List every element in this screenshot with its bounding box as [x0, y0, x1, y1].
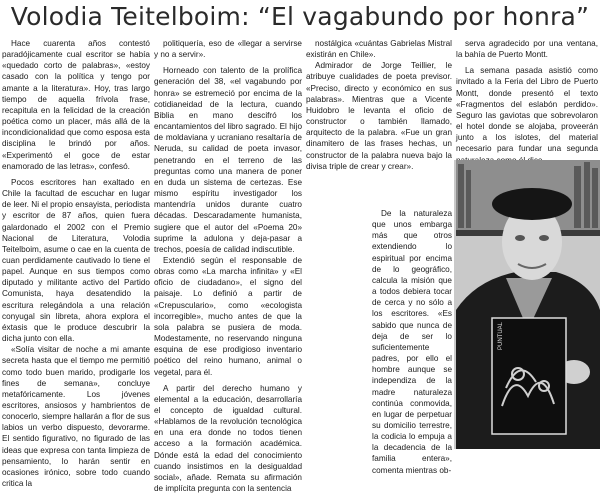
paragraph: La semana pasada asistió como invitado a la Feria del Libro de Puerto Montt, donde presentó el texto «Fragmentos del eslabón perdido». Seguro las gaviotas que sobrevolaron el hotel donde se alojaba, proveerán junto a los islotes, del material necesario para fundar una segunda	[456, 66, 598, 154]
author-photo-graphic	[306, 160, 600, 449]
paragraph: Admirador de Jorge Teillier, le atribuye cualidades de poeta previsor. «Preciso, directo y económico en sus palabras». Mientras que a Vicente Huidobro le levanta el oficio de constructor o también llamado, arquitecto de la palabra. «Fue un gran dinamitero de las frases hechas, un constructor de la palabra nueva bajo la divisa triple de crear y crear».	[306, 61, 452, 171]
paragraph: Pocos escritores han exaltado en Chile la facultad de escuchar en lugar de leer. Ni el propio ensayista, periodista y escritor de 87 años, quien fuera galardonado el 2002 con el Premio Nacional de Literatura, Volodia Teitelboim, asume o cae en la cuenta de cuan perdidamente cautivado lo tiene el papel. Aunque en sus tiempos como diputado y militante activo del Partido Comunista, haya desatendido la escritura relegándola a una relación conyugal sin libreta, ahora explora el éxtasis que le produce descubrir la dicha junto con ella.	[2, 177, 150, 344]
paragraph: «Solía visitar de noche a mi amante secreta hasta que el tiempo me permitió como todo buen marido, prodigarle los fines de semana», concluye metafóricamente. Los jóvenes escritores, ansiosos y hambrientos de conocerlo, siempre hallarán a flor de sus labios un verbo dispuesto, devorarme. El sentido figurativo, no figurado de las ideas que expresa con tanta limpieza de pensamiento, lo harán sentir en ocasiones irónico, sobre todo cuando critica la	[2, 345, 150, 489]
paragraph: Horneado con talento de la prolífica generación del 38, «el vagabundo por honra» se estremeció por encima de la cotidianeidad de la lectura, cuando Biblia en mano descifró los encantamientos del libro sagrado. El hijo de moldaviana y ucraniano resaltaría de Neruda, su calidad de poeta invasor, penetrando en el terreno de las preguntas como una manera de poner en duda un sistema de certezas. Ese mismo espíritu investigador los mantendría unidos durante cuatro décadas. Descaradamente humanista, sugiere que el autor del «Poema 20» suprime la adulona y deja-pasar a trechos, poesía de calidad indiscutible.	[154, 66, 302, 254]
paragraph: Hace cuarenta años contestó paradójicamente cual escritor se había «quedado corto de palabras», «estoy casado con la política y tengo por amante a la literatura». Hoy, tras largo tiempo de aquella frívola frase, recapitula en la felicidad de la creación poética como un placer, más allá de la incondicionalidad que como esposa esta disciplina le brindó por años. «Experimentó el goce de estar enamorado de las letras», confesó.	[2, 39, 150, 171]
paragraph: A partir del derecho humano y elemental a la educación, desarrollaría el concepto de igualdad cultural. «Hablamos de la revolución tecnológica en una era donde no todos tienen acceso a la formación académica. Dónde está la edad del conocimiento cuando insistimos en la desigualdad social», añade. Remata su afirmación de implícita pregunta con la sentencia	[154, 383, 302, 494]
eye-left	[515, 235, 525, 241]
beret	[492, 188, 572, 220]
article-column-2	[154, 38, 302, 494]
article-column-1	[2, 38, 150, 489]
paragraph: De la naturaleza que unos embarga más que otros extendiendo lo espiritual por encima de lo geográfico, calcula la misión que a todos debiera tocar de cerca y no sólo a los escritores. «Es sabido que nunca de deja de ser lo suficientemente padres, por ello el hombre aunque se independiza de la madre naturaleza continúa conmovida, en lugar de perpetuar su domicilio terrestre, la codicia lo empuja a la decadencia de la familia entera», comenta mientras ob-	[372, 209, 452, 475]
author-photo	[306, 160, 600, 449]
eye-right	[539, 235, 549, 241]
paragraph: politiquería, eso de «llegar a servirse y no a servir».	[154, 39, 302, 60]
paragraph: Extendió según el responsable de obras como «La marcha infinita» y «El oficio de ciudadano», el signo del paisaje. Lo definió a partir de «Crepusculario», como «ecologista incorregible», mucho antes de que la sola palabra se pusiera de moda. Modestamente, no reservando ninguna esquina de ese prodigioso inventario poético del reino humano, animal o vegetal, para él.	[154, 255, 302, 377]
article-column-4	[456, 38, 598, 158]
paragraph: serva agradecido por una ventana, la bahía de Puerto Montt.	[456, 39, 598, 60]
book-spine-text: PUNTUAL	[498, 321, 504, 350]
paragraph: nostálgica «cuántas Gabrielas Mistral existirán en Chile».	[306, 39, 452, 60]
article-title: Volodia Teitelboim: “El vagabundo por honra”	[10, 2, 590, 31]
